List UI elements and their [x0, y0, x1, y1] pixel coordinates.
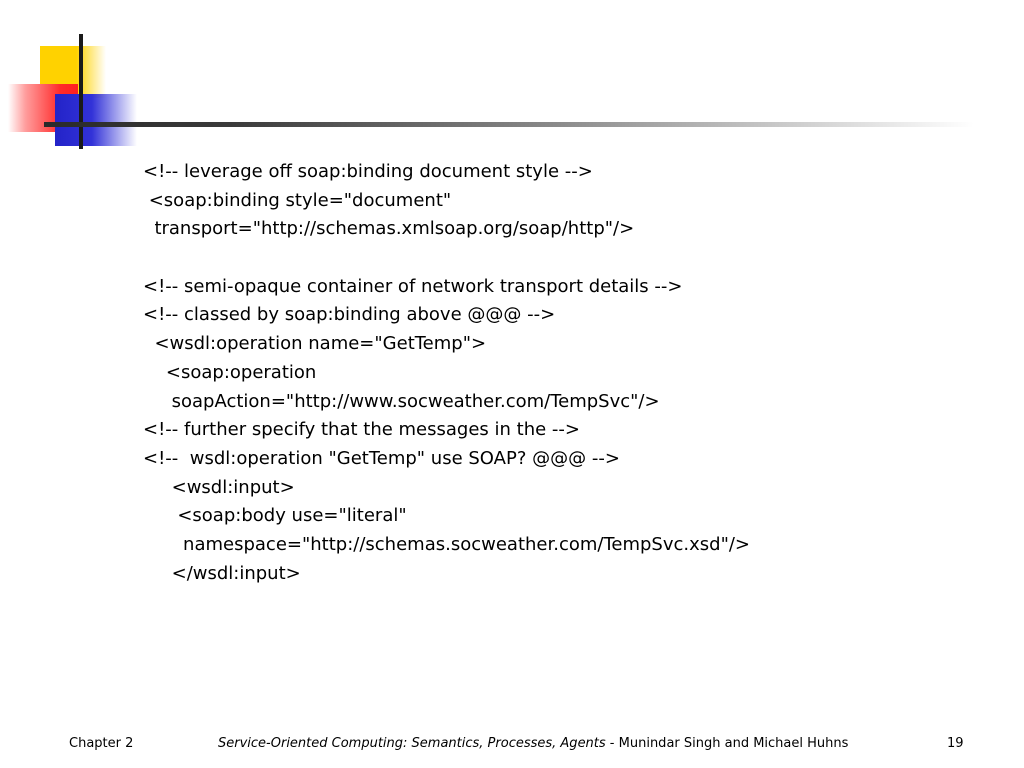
- code-line: <!-- wsdl:operation "GetTemp" use SOAP? @@@ -->: [143, 447, 620, 469]
- code-line: soapAction="http://www.socweather.com/TempSvc"/>: [143, 390, 660, 412]
- footer-book-title: Service-Oriented Computing: Semantics, Processes, Agents: [218, 736, 606, 751]
- slide-body: [143, 158, 983, 588]
- code-line: <!-- semi-opaque container of network transport details -->: [143, 275, 683, 297]
- slide-footer: [0, 736, 1024, 756]
- slide-logo-decoration: [0, 0, 140, 160]
- code-line: <!-- leverage off soap:binding document style -->: [143, 161, 593, 182]
- code-line: <wsdl:operation name="GetTemp">: [143, 333, 487, 355]
- code-line: namespace="http://schemas.socweather.com/TempSvc.xsd"/>: [143, 533, 751, 555]
- code-line: <!-- further specify that the messages in the -->: [143, 419, 580, 441]
- code-line: <soap:operation: [143, 361, 317, 383]
- footer-citation: [218, 736, 848, 751]
- code-line: <soap:body use="literal": [143, 505, 407, 527]
- footer-authors: Munindar Singh and Michael Huhns: [618, 736, 849, 751]
- code-line-blank: [143, 244, 983, 273]
- code-line: </wsdl:input>: [143, 562, 301, 584]
- code-line: <wsdl:input>: [143, 476, 295, 498]
- code-line: <!-- classed by soap:binding above @@@ -->: [143, 304, 556, 326]
- footer-page-number: 19: [947, 736, 964, 751]
- title-divider-rule: [44, 122, 974, 127]
- footer-separator: -: [605, 736, 619, 751]
- logo-vertical-line: [79, 34, 83, 149]
- footer-chapter: Chapter 2: [69, 736, 134, 751]
- logo-blue-square: [55, 94, 137, 146]
- code-line: transport="http://schemas.xmlsoap.org/soap/http"/>: [143, 218, 635, 240]
- code-line: <soap:binding style="document": [143, 189, 452, 211]
